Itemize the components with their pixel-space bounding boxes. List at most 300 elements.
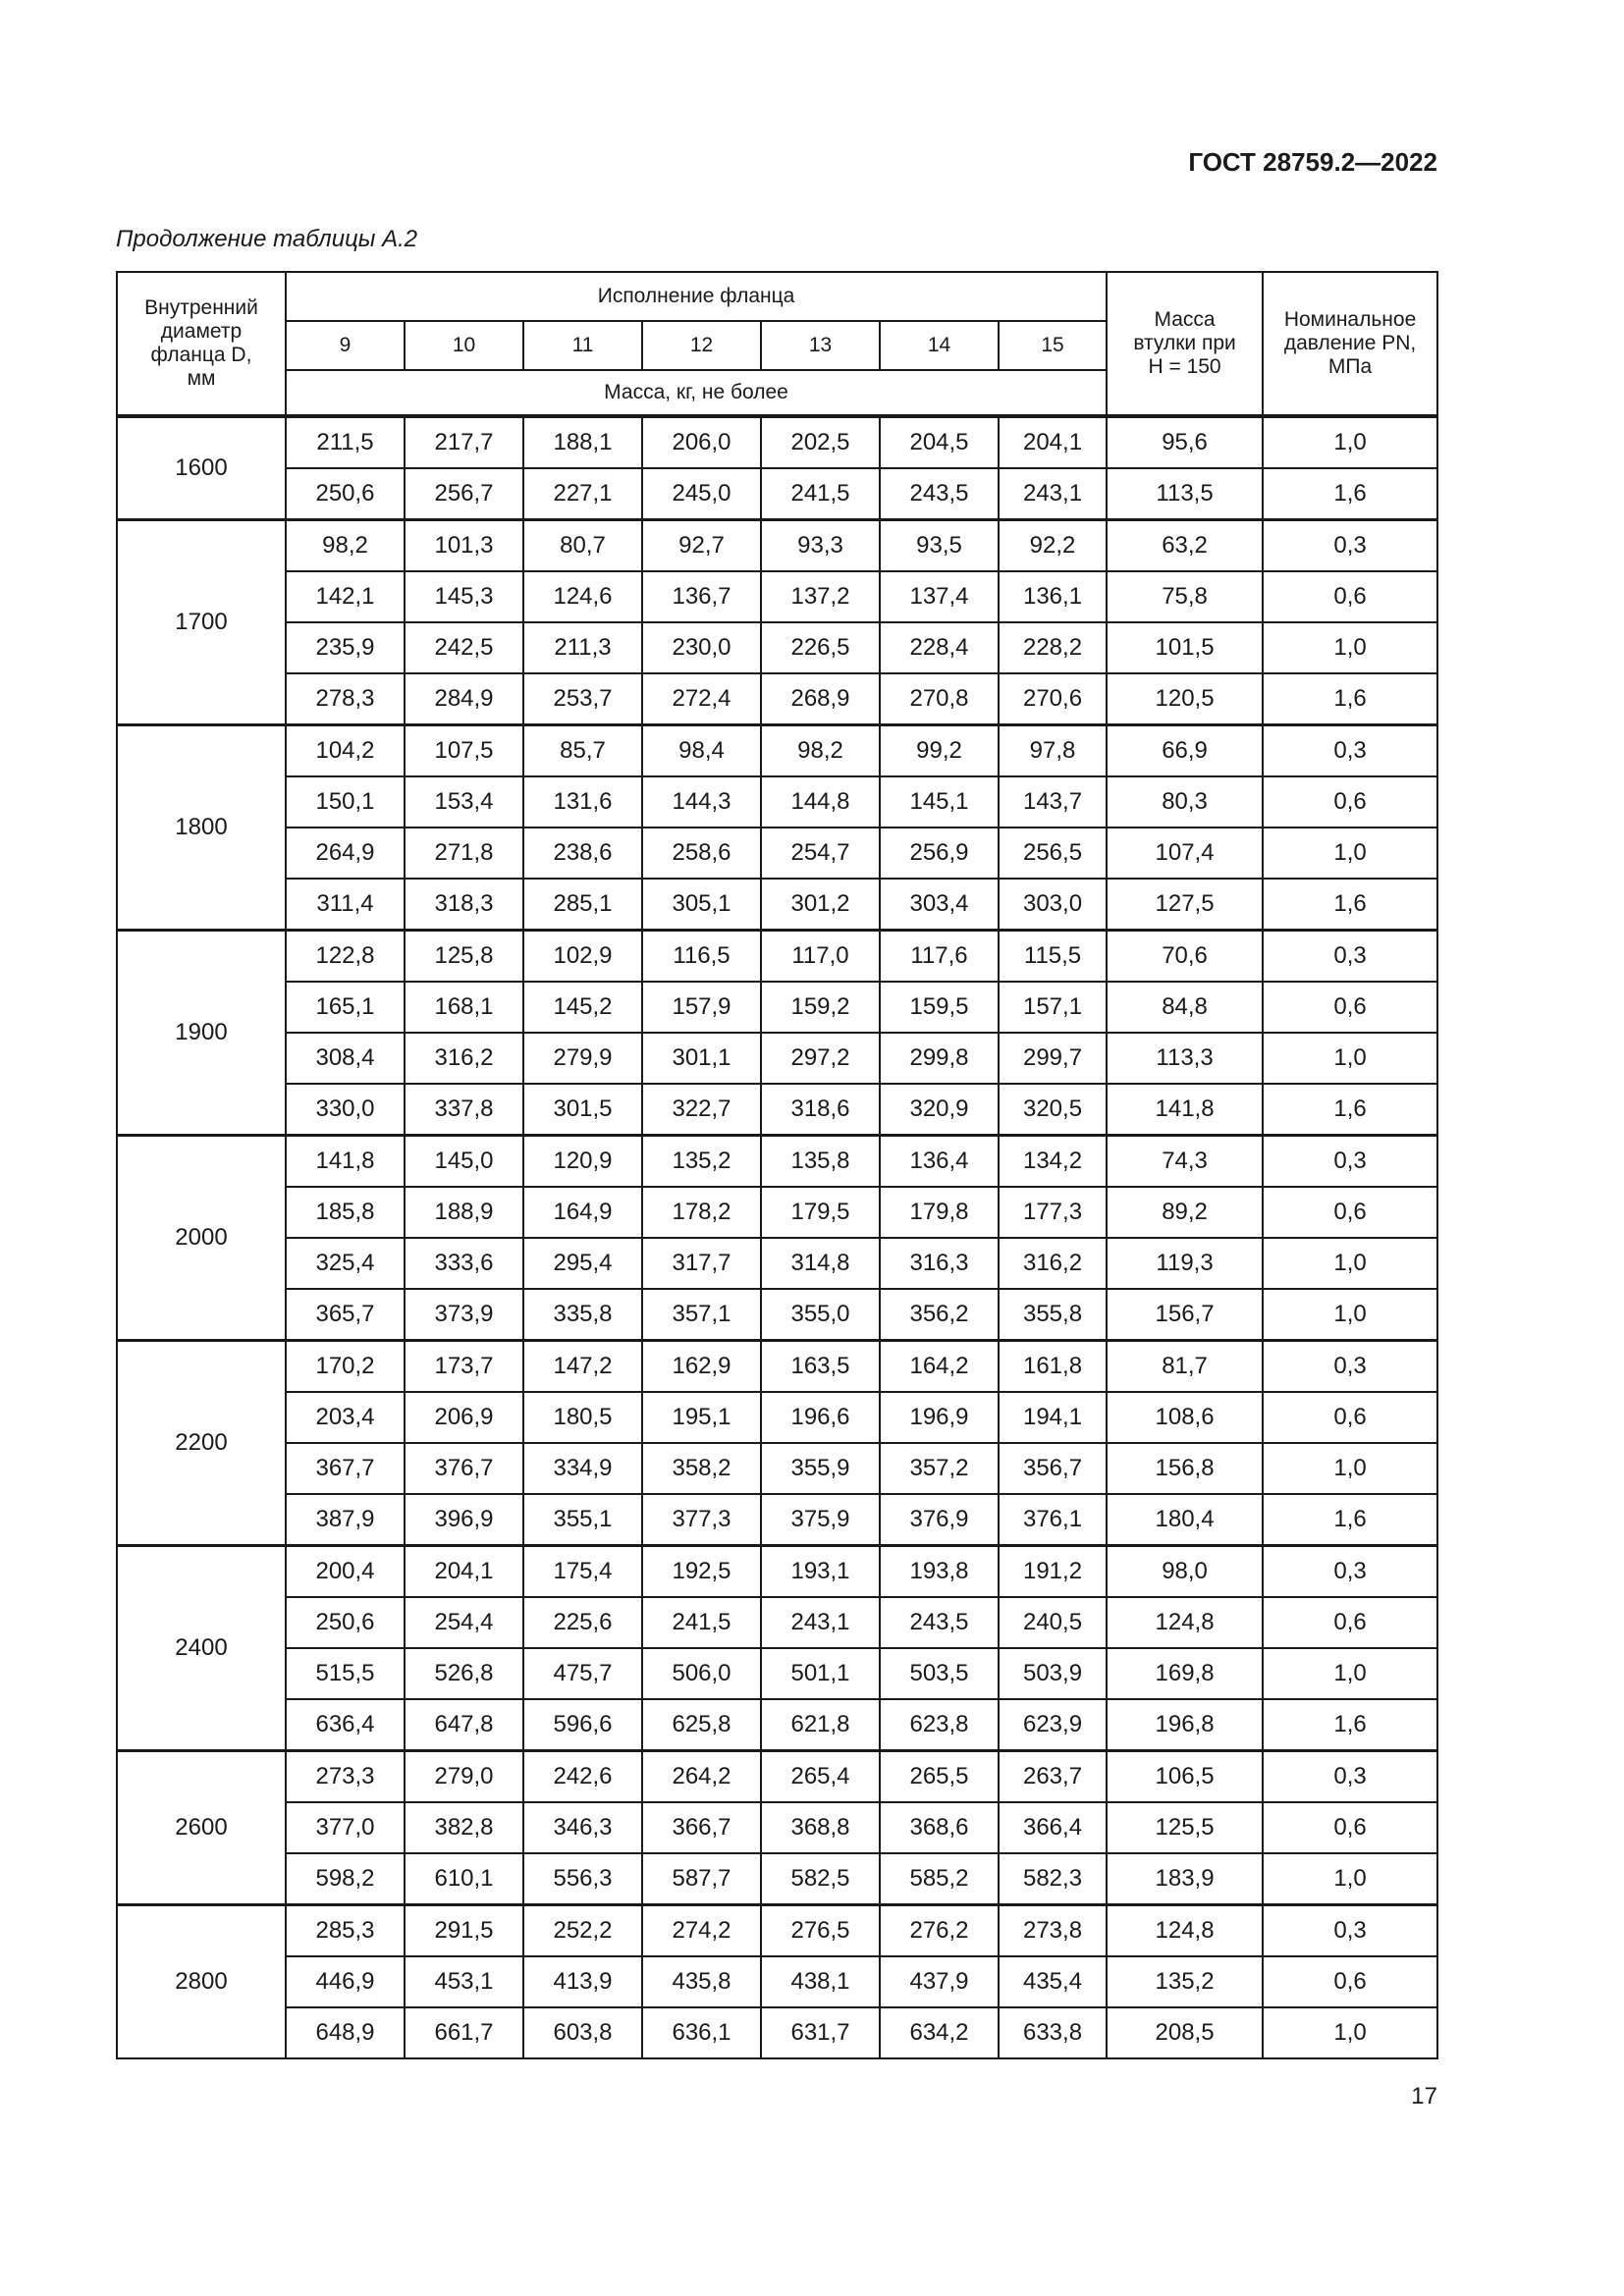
- mass-cell: 226,5: [761, 622, 880, 673]
- mass-cell: 585,2: [880, 1853, 999, 1905]
- hub-mass-cell: 75,8: [1107, 571, 1263, 622]
- mass-cell: 193,8: [880, 1546, 999, 1598]
- mass-cell: 241,5: [642, 1597, 761, 1648]
- mass-cell: 145,1: [880, 776, 999, 828]
- mass-cell: 368,6: [880, 1802, 999, 1853]
- hub-mass-cell: 180,4: [1107, 1494, 1263, 1546]
- mass-cell: 131,6: [523, 776, 642, 828]
- mass-cell: 204,1: [405, 1546, 523, 1598]
- mass-cell: 311,4: [286, 879, 405, 931]
- hub-mass-cell: 156,8: [1107, 1443, 1263, 1494]
- mass-cell: 243,1: [761, 1597, 880, 1648]
- mass-cell: 270,8: [880, 673, 999, 725]
- mass-cell: 661,7: [405, 2007, 523, 2058]
- pressure-cell: 0,6: [1263, 571, 1437, 622]
- mass-cell: 314,8: [761, 1238, 880, 1289]
- table-caption: Продолжение таблицы А.2: [116, 226, 418, 252]
- flange-mass-table: [116, 271, 1438, 2059]
- mass-cell: 107,5: [405, 725, 523, 777]
- mass-cell: 150,1: [286, 776, 405, 828]
- diameter-cell: 2200: [117, 1341, 286, 1546]
- hub-mass-cell: 66,9: [1107, 725, 1263, 777]
- mass-cell: 274,2: [642, 1905, 761, 1957]
- mass-cell: 142,1: [286, 571, 405, 622]
- mass-cell: 256,7: [405, 468, 523, 520]
- mass-cell: 413,9: [523, 1956, 642, 2007]
- pressure-cell: 0,6: [1263, 1802, 1437, 1853]
- mass-cell: 377,0: [286, 1802, 405, 1853]
- diameter-cell: 1900: [117, 931, 286, 1136]
- hub-mass-cell: 124,8: [1107, 1905, 1263, 1957]
- mass-cell: 85,7: [523, 725, 642, 777]
- mass-cell: 227,1: [523, 468, 642, 520]
- mass-cell: 188,9: [405, 1187, 523, 1238]
- diameter-cell: 2600: [117, 1751, 286, 1905]
- mass-cell: 503,5: [880, 1648, 999, 1699]
- mass-cell: 631,7: [761, 2007, 880, 2058]
- mass-cell: 623,8: [880, 1699, 999, 1751]
- mass-cell: 92,7: [642, 520, 761, 572]
- pressure-cell: 1,0: [1263, 1648, 1437, 1699]
- hub-mass-cell: 156,7: [1107, 1289, 1263, 1341]
- hub-mass-cell: 135,2: [1107, 1956, 1263, 2007]
- mass-cell: 235,9: [286, 622, 405, 673]
- pressure-cell: 1,6: [1263, 1084, 1437, 1136]
- mass-cell: 317,7: [642, 1238, 761, 1289]
- mass-cell: 355,9: [761, 1443, 880, 1494]
- header-variant: 9: [286, 321, 405, 370]
- pressure-cell: 1,6: [1263, 879, 1437, 931]
- table-row: [117, 1187, 1437, 1238]
- mass-cell: 252,2: [523, 1905, 642, 1957]
- mass-cell: 253,7: [523, 673, 642, 725]
- header-variant: 10: [405, 321, 523, 370]
- table-row: [117, 2007, 1437, 2058]
- mass-cell: 202,5: [761, 416, 880, 468]
- pressure-cell: 0,6: [1263, 982, 1437, 1033]
- header-hub-mass: Масса втулки при H = 150: [1107, 272, 1263, 416]
- mass-cell: 316,2: [999, 1238, 1107, 1289]
- mass-cell: 120,9: [523, 1136, 642, 1188]
- mass-cell: 147,2: [523, 1341, 642, 1393]
- page-number: 17: [1411, 2083, 1437, 2109]
- mass-cell: 141,8: [286, 1136, 405, 1188]
- mass-cell: 272,4: [642, 673, 761, 725]
- mass-cell: 435,8: [642, 1956, 761, 2007]
- mass-cell: 92,2: [999, 520, 1107, 572]
- mass-cell: 143,7: [999, 776, 1107, 828]
- table-row: [117, 1699, 1437, 1751]
- mass-cell: 98,4: [642, 725, 761, 777]
- mass-cell: 162,9: [642, 1341, 761, 1393]
- mass-cell: 623,9: [999, 1699, 1107, 1751]
- mass-cell: 357,2: [880, 1443, 999, 1494]
- mass-cell: 598,2: [286, 1853, 405, 1905]
- mass-cell: 211,5: [286, 416, 405, 468]
- mass-cell: 161,8: [999, 1341, 1107, 1393]
- table-row: [117, 468, 1437, 520]
- mass-cell: 145,2: [523, 982, 642, 1033]
- mass-cell: 97,8: [999, 725, 1107, 777]
- table-row: [117, 982, 1437, 1033]
- mass-cell: 377,3: [642, 1494, 761, 1546]
- mass-cell: 322,7: [642, 1084, 761, 1136]
- table-row: [117, 622, 1437, 673]
- mass-cell: 556,3: [523, 1853, 642, 1905]
- mass-cell: 316,2: [405, 1033, 523, 1084]
- mass-cell: 241,5: [761, 468, 880, 520]
- table-row: [117, 725, 1437, 777]
- mass-cell: 164,2: [880, 1341, 999, 1393]
- mass-cell: 376,7: [405, 1443, 523, 1494]
- mass-cell: 382,8: [405, 1802, 523, 1853]
- mass-cell: 278,3: [286, 673, 405, 725]
- pressure-cell: 0,3: [1263, 931, 1437, 983]
- mass-cell: 163,5: [761, 1341, 880, 1393]
- hub-mass-cell: 125,5: [1107, 1802, 1263, 1853]
- mass-cell: 175,4: [523, 1546, 642, 1598]
- table-row: [117, 520, 1437, 572]
- mass-cell: 335,8: [523, 1289, 642, 1341]
- mass-cell: 301,5: [523, 1084, 642, 1136]
- mass-cell: 264,9: [286, 828, 405, 879]
- mass-cell: 250,6: [286, 468, 405, 520]
- mass-cell: 243,1: [999, 468, 1107, 520]
- mass-cell: 297,2: [761, 1033, 880, 1084]
- hub-mass-cell: 81,7: [1107, 1341, 1263, 1393]
- table-row: [117, 1546, 1437, 1598]
- mass-cell: 243,5: [880, 468, 999, 520]
- mass-cell: 320,9: [880, 1084, 999, 1136]
- mass-cell: 101,3: [405, 520, 523, 572]
- mass-cell: 137,4: [880, 571, 999, 622]
- mass-cell: 125,8: [405, 931, 523, 983]
- mass-cell: 355,8: [999, 1289, 1107, 1341]
- table-row: [117, 1084, 1437, 1136]
- mass-cell: 366,4: [999, 1802, 1107, 1853]
- mass-cell: 305,1: [642, 879, 761, 931]
- table-row: [117, 1751, 1437, 1803]
- table-row: [117, 571, 1437, 622]
- table-row: [117, 1802, 1437, 1853]
- mass-cell: 308,4: [286, 1033, 405, 1084]
- table-row: [117, 1956, 1437, 2007]
- pressure-cell: 0,6: [1263, 1392, 1437, 1443]
- mass-cell: 135,8: [761, 1136, 880, 1188]
- mass-cell: 273,3: [286, 1751, 405, 1803]
- mass-cell: 355,1: [523, 1494, 642, 1546]
- mass-cell: 122,8: [286, 931, 405, 983]
- mass-cell: 582,3: [999, 1853, 1107, 1905]
- mass-cell: 284,9: [405, 673, 523, 725]
- mass-cell: 144,8: [761, 776, 880, 828]
- mass-cell: 621,8: [761, 1699, 880, 1751]
- hub-mass-cell: 141,8: [1107, 1084, 1263, 1136]
- mass-cell: 136,1: [999, 571, 1107, 622]
- diameter-cell: 1600: [117, 416, 286, 520]
- header-variant: 11: [523, 321, 642, 370]
- hub-mass-cell: 127,5: [1107, 879, 1263, 931]
- mass-cell: 316,3: [880, 1238, 999, 1289]
- mass-cell: 367,7: [286, 1443, 405, 1494]
- mass-cell: 330,0: [286, 1084, 405, 1136]
- header-variant: 15: [999, 321, 1107, 370]
- mass-cell: 526,8: [405, 1648, 523, 1699]
- mass-cell: 145,0: [405, 1136, 523, 1188]
- hub-mass-cell: 101,5: [1107, 622, 1263, 673]
- hub-mass-cell: 169,8: [1107, 1648, 1263, 1699]
- mass-cell: 636,1: [642, 2007, 761, 2058]
- mass-cell: 506,0: [642, 1648, 761, 1699]
- mass-cell: 633,8: [999, 2007, 1107, 2058]
- header-diameter: Внутренний диаметр фланца D, мм: [117, 272, 286, 416]
- mass-cell: 453,1: [405, 1956, 523, 2007]
- table-row: [117, 1289, 1437, 1341]
- mass-cell: 124,6: [523, 571, 642, 622]
- hub-mass-cell: 84,8: [1107, 982, 1263, 1033]
- mass-cell: 303,4: [880, 879, 999, 931]
- mass-cell: 203,4: [286, 1392, 405, 1443]
- pressure-cell: 1,0: [1263, 622, 1437, 673]
- mass-cell: 228,4: [880, 622, 999, 673]
- mass-cell: 204,1: [999, 416, 1107, 468]
- mass-cell: 276,5: [761, 1905, 880, 1957]
- header-variant: 13: [761, 321, 880, 370]
- table-row: [117, 1238, 1437, 1289]
- pressure-cell: 1,0: [1263, 1289, 1437, 1341]
- mass-cell: 254,4: [405, 1597, 523, 1648]
- mass-cell: 145,3: [405, 571, 523, 622]
- mass-cell: 157,9: [642, 982, 761, 1033]
- mass-cell: 438,1: [761, 1956, 880, 2007]
- table-row: [117, 1648, 1437, 1699]
- pressure-cell: 1,0: [1263, 1033, 1437, 1084]
- mass-cell: 279,0: [405, 1751, 523, 1803]
- mass-cell: 634,2: [880, 2007, 999, 2058]
- hub-mass-cell: 124,8: [1107, 1597, 1263, 1648]
- mass-cell: 179,8: [880, 1187, 999, 1238]
- mass-cell: 135,2: [642, 1136, 761, 1188]
- mass-cell: 355,0: [761, 1289, 880, 1341]
- table-row: [117, 931, 1437, 983]
- mass-cell: 168,1: [405, 982, 523, 1033]
- hub-mass-cell: 98,0: [1107, 1546, 1263, 1598]
- mass-cell: 256,5: [999, 828, 1107, 879]
- pressure-cell: 0,6: [1263, 1956, 1437, 2007]
- hub-mass-cell: 113,5: [1107, 468, 1263, 520]
- pressure-cell: 0,3: [1263, 1905, 1437, 1957]
- mass-cell: 185,8: [286, 1187, 405, 1238]
- mass-cell: 159,2: [761, 982, 880, 1033]
- mass-cell: 136,7: [642, 571, 761, 622]
- mass-cell: 238,6: [523, 828, 642, 879]
- mass-cell: 276,2: [880, 1905, 999, 1957]
- mass-cell: 217,7: [405, 416, 523, 468]
- mass-cell: 204,5: [880, 416, 999, 468]
- mass-cell: 270,6: [999, 673, 1107, 725]
- mass-cell: 301,2: [761, 879, 880, 931]
- pressure-cell: 1,0: [1263, 828, 1437, 879]
- header-variant: 14: [880, 321, 999, 370]
- mass-cell: 295,4: [523, 1238, 642, 1289]
- diameter-cell: 2400: [117, 1546, 286, 1751]
- mass-cell: 243,5: [880, 1597, 999, 1648]
- mass-cell: 356,2: [880, 1289, 999, 1341]
- mass-cell: 225,6: [523, 1597, 642, 1648]
- mass-cell: 170,2: [286, 1341, 405, 1393]
- mass-cell: 625,8: [642, 1699, 761, 1751]
- mass-cell: 136,4: [880, 1136, 999, 1188]
- mass-cell: 228,2: [999, 622, 1107, 673]
- table-row: [117, 1494, 1437, 1546]
- mass-cell: 271,8: [405, 828, 523, 879]
- pressure-cell: 1,0: [1263, 416, 1437, 468]
- mass-cell: 93,3: [761, 520, 880, 572]
- mass-cell: 265,4: [761, 1751, 880, 1803]
- mass-cell: 230,0: [642, 622, 761, 673]
- diameter-cell: 2800: [117, 1905, 286, 2059]
- mass-cell: 137,2: [761, 571, 880, 622]
- mass-cell: 98,2: [286, 520, 405, 572]
- mass-cell: 165,1: [286, 982, 405, 1033]
- table-body: [117, 416, 1437, 2058]
- pressure-cell: 1,0: [1263, 1443, 1437, 1494]
- mass-cell: 279,9: [523, 1033, 642, 1084]
- mass-cell: 325,4: [286, 1238, 405, 1289]
- mass-cell: 102,9: [523, 931, 642, 983]
- mass-cell: 242,6: [523, 1751, 642, 1803]
- mass-cell: 376,9: [880, 1494, 999, 1546]
- hub-mass-cell: 95,6: [1107, 416, 1263, 468]
- mass-cell: 273,8: [999, 1905, 1107, 1957]
- mass-cell: 196,6: [761, 1392, 880, 1443]
- mass-cell: 206,9: [405, 1392, 523, 1443]
- mass-cell: 178,2: [642, 1187, 761, 1238]
- mass-cell: 337,8: [405, 1084, 523, 1136]
- mass-cell: 173,7: [405, 1341, 523, 1393]
- table-row: [117, 1853, 1437, 1905]
- pressure-cell: 1,6: [1263, 1494, 1437, 1546]
- header-variant: 12: [642, 321, 761, 370]
- pressure-cell: 0,6: [1263, 776, 1437, 828]
- mass-cell: 303,0: [999, 879, 1107, 931]
- mass-cell: 446,9: [286, 1956, 405, 2007]
- hub-mass-cell: 196,8: [1107, 1699, 1263, 1751]
- table-row: [117, 1341, 1437, 1393]
- mass-cell: 188,1: [523, 416, 642, 468]
- mass-cell: 99,2: [880, 725, 999, 777]
- mass-cell: 333,6: [405, 1238, 523, 1289]
- mass-cell: 153,4: [405, 776, 523, 828]
- pressure-cell: 1,6: [1263, 1699, 1437, 1751]
- header-flange-variant: Исполнение фланца: [286, 272, 1107, 321]
- mass-cell: 603,8: [523, 2007, 642, 2058]
- pressure-cell: 0,3: [1263, 725, 1437, 777]
- mass-cell: 177,3: [999, 1187, 1107, 1238]
- pressure-cell: 0,3: [1263, 520, 1437, 572]
- hub-mass-cell: 119,3: [1107, 1238, 1263, 1289]
- mass-cell: 211,3: [523, 622, 642, 673]
- hub-mass-cell: 106,5: [1107, 1751, 1263, 1803]
- pressure-cell: 0,6: [1263, 1187, 1437, 1238]
- mass-cell: 299,8: [880, 1033, 999, 1084]
- mass-cell: 159,5: [880, 982, 999, 1033]
- document-code: ГОСТ 28759.2—2022: [1188, 147, 1437, 177]
- mass-cell: 265,5: [880, 1751, 999, 1803]
- hub-mass-cell: 208,5: [1107, 2007, 1263, 2058]
- mass-cell: 157,1: [999, 982, 1107, 1033]
- mass-cell: 503,9: [999, 1648, 1107, 1699]
- mass-cell: 358,2: [642, 1443, 761, 1494]
- hub-mass-cell: 74,3: [1107, 1136, 1263, 1188]
- mass-cell: 206,0: [642, 416, 761, 468]
- mass-cell: 196,9: [880, 1392, 999, 1443]
- mass-cell: 301,1: [642, 1033, 761, 1084]
- mass-cell: 376,1: [999, 1494, 1107, 1546]
- mass-cell: 180,5: [523, 1392, 642, 1443]
- pressure-cell: 0,3: [1263, 1546, 1437, 1598]
- table-row: [117, 776, 1437, 828]
- mass-cell: 80,7: [523, 520, 642, 572]
- mass-cell: 366,7: [642, 1802, 761, 1853]
- mass-cell: 357,1: [642, 1289, 761, 1341]
- hub-mass-cell: 80,3: [1107, 776, 1263, 828]
- mass-cell: 192,5: [642, 1546, 761, 1598]
- mass-cell: 437,9: [880, 1956, 999, 2007]
- mass-cell: 346,3: [523, 1802, 642, 1853]
- mass-cell: 368,8: [761, 1802, 880, 1853]
- mass-cell: 115,5: [999, 931, 1107, 983]
- mass-cell: 263,7: [999, 1751, 1107, 1803]
- mass-cell: 396,9: [405, 1494, 523, 1546]
- mass-cell: 264,2: [642, 1751, 761, 1803]
- pressure-cell: 0,3: [1263, 1341, 1437, 1393]
- mass-cell: 320,5: [999, 1084, 1107, 1136]
- mass-cell: 104,2: [286, 725, 405, 777]
- pressure-cell: 1,0: [1263, 1238, 1437, 1289]
- hub-mass-cell: 63,2: [1107, 520, 1263, 572]
- mass-cell: 164,9: [523, 1187, 642, 1238]
- pressure-cell: 1,0: [1263, 1853, 1437, 1905]
- diameter-cell: 1800: [117, 725, 286, 931]
- diameter-cell: 2000: [117, 1136, 286, 1341]
- mass-cell: 334,9: [523, 1443, 642, 1494]
- mass-cell: 475,7: [523, 1648, 642, 1699]
- header-nominal-pressure: Номинальное давление PN, МПа: [1263, 272, 1437, 416]
- pressure-cell: 0,6: [1263, 1597, 1437, 1648]
- header-mass-note: Масса, кг, не более: [286, 370, 1107, 416]
- mass-cell: 373,9: [405, 1289, 523, 1341]
- hub-mass-cell: 89,2: [1107, 1187, 1263, 1238]
- mass-cell: 117,6: [880, 931, 999, 983]
- mass-cell: 242,5: [405, 622, 523, 673]
- mass-cell: 179,5: [761, 1187, 880, 1238]
- pressure-cell: 0,3: [1263, 1751, 1437, 1803]
- hub-mass-cell: 108,6: [1107, 1392, 1263, 1443]
- mass-cell: 636,4: [286, 1699, 405, 1751]
- mass-cell: 134,2: [999, 1136, 1107, 1188]
- mass-cell: 291,5: [405, 1905, 523, 1957]
- mass-cell: 582,5: [761, 1853, 880, 1905]
- mass-cell: 116,5: [642, 931, 761, 983]
- mass-cell: 256,9: [880, 828, 999, 879]
- hub-mass-cell: 120,5: [1107, 673, 1263, 725]
- table-row: [117, 879, 1437, 931]
- pressure-cell: 1,0: [1263, 2007, 1437, 2058]
- mass-cell: 515,5: [286, 1648, 405, 1699]
- mass-cell: 435,4: [999, 1956, 1107, 2007]
- mass-cell: 117,0: [761, 931, 880, 983]
